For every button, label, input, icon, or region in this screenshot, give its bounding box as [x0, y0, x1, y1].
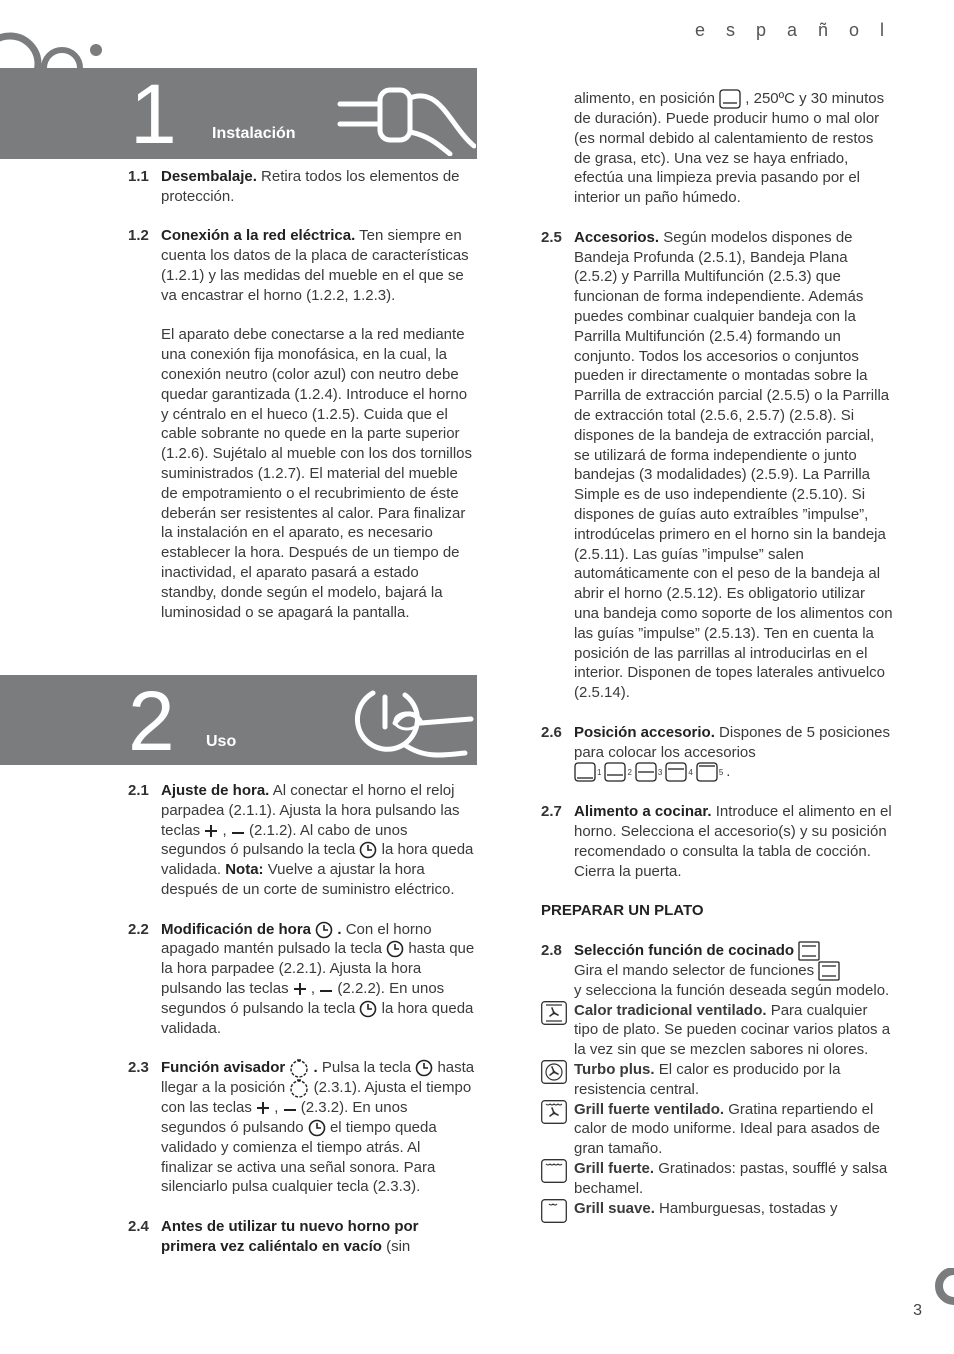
item-text: Al conectar el horno el reloj parpadea (2.1.1). Ajusta la hora pulsando las teclas [161, 782, 460, 839]
section-title: Uso [206, 733, 237, 750]
function-text: Gratinados: pastas, soufflé y salsa bechamel. [574, 1159, 888, 1197]
function-title: Grill suave. [574, 1199, 655, 1217]
item-title: Posición accesorio. [574, 723, 715, 741]
clock-icon [359, 1000, 377, 1018]
item-title: Antes de utilizar tu nuevo horno por primera vez caliéntalo en vacío [161, 1218, 419, 1255]
position-number: 1 [597, 767, 602, 777]
function-text: Gratina repartiendo el calor de modo uniforme. Ideal para asados de gran tamaño. [574, 1100, 881, 1158]
item-text: (2.1.2). Al cabo de unos segundos ó pulsando la tecla [161, 821, 408, 859]
function-grill-soft [541, 1199, 893, 1219]
position-number: 4 [688, 767, 693, 777]
item-text: Dispones de 5 posiciones para colocar los accesorios [574, 723, 890, 761]
plug-icon [330, 76, 476, 156]
item-number: 2.4 [128, 1218, 149, 1235]
left-column-installation [128, 167, 476, 622]
item-2-7 [541, 802, 893, 881]
item-2-4 [128, 1217, 476, 1257]
rack-position-icon [696, 762, 718, 782]
function-title: Calor tradicional ventilado. [574, 1001, 767, 1019]
item-2-8 [541, 941, 893, 1001]
item-2-4-continued [541, 89, 893, 208]
item-number: 2.2 [128, 920, 149, 938]
item-title: Selección función de cocinado [574, 941, 795, 959]
item-title: Alimento a cocinar. [574, 803, 712, 821]
item-text: la hora queda validada. [161, 841, 474, 879]
item-text: , [306, 979, 320, 997]
item-text: alimento, en posición [574, 90, 720, 107]
item-text: hasta llegar a la posición [161, 1059, 475, 1097]
item-text: Con el horno apagado mantén pulsado la tecla [161, 920, 432, 958]
function-title: Turbo plus. [574, 1060, 655, 1078]
function-title: Grill fuerte ventilado. [574, 1100, 725, 1118]
function-fan-heat [541, 1001, 893, 1060]
item-title: Conexión a la red eléctrica. [161, 227, 356, 245]
section-number: 1 [130, 67, 177, 161]
function-selector-icon [818, 961, 840, 981]
finger-power-button-icon [345, 683, 475, 763]
item-text: hasta que la hora parpadee (2.2.1). Ajusta la hora pulsando las teclas [161, 940, 475, 997]
function-turbo-plus [541, 1060, 893, 1100]
minus-icon [319, 982, 333, 996]
section-banner-use [0, 674, 477, 768]
turbo-fan-icon [541, 1060, 567, 1084]
item-2-1 [128, 781, 476, 900]
item-text: Ten siempre en cuenta los datos de la placa de características (1.2.1) y las medidas del mueble en el que se va encastrar el horno (1.2.2, 1.2.3). [161, 227, 469, 304]
clock-icon [415, 1059, 433, 1077]
item-text: (2.3.2). En unos segundos ó pulsando [161, 1099, 408, 1137]
item-2-3 [128, 1058, 476, 1197]
page-number: 3 [913, 1302, 922, 1319]
item-text: Según modelos dispones de Bandeja Profunda (2.5.1), Bandeja Plana (2.5.2) y Parrilla Multifunción (2.5.3) que funcionan de forma independiente. Además puedes combinar cualquier bandeja con la Parrilla Multifunción (2.5.4) formando un conjunto. Todos los accesorios o conjuntos pueden ir directamente o montadas sobre la Parrilla de extracción parcial (2.5.5) o la Parrilla de extracción total (2.5.6, 2.5.7) (2.5.8). Si dispones de la bandeja de extracción parcial, se utilizará de forma independiente o junto bandejas (3 modalidades) (2.5.9). La Parrilla Simple es de uso independiente (2.5.10). Si dispones de guías auto extraíbles ”impulse”, introdúcelas primero en el horno sin la bandeja (2.5.11). Las guías ”impulse” salen automáticamente con el peso de la bandeja al abrir el horno (2.5.12). Es obligatorio utilizar una bandeja como soporte de los alimentos con las guías ”impulse” (2.5.13). Ten en cuenta la posición de las parrillas al introducirlas en el interior. Disponen de topes laterales antivuelco (2.5.14). [574, 228, 893, 702]
item-text: Retira todos los elementos de protección. [161, 168, 460, 205]
position-number: 3 [657, 767, 663, 777]
item-title: Función avisador [161, 1059, 286, 1077]
item-2-6 [541, 723, 893, 783]
item-number: 2.8 [541, 941, 562, 959]
item-text: (sin [381, 1237, 411, 1255]
item-text: , [218, 821, 231, 839]
decorative-circles-graphic [0, 22, 110, 72]
item-title: . [333, 920, 342, 938]
rack-positions [574, 762, 893, 782]
right-column [541, 89, 893, 1218]
position-number: 5 [718, 767, 724, 777]
clock-icon [308, 1119, 326, 1137]
function-text: Para cualquier tipo de plato. Se pueden cocinar varios platos a la vez sin que se mezclen sabores ni olores. [574, 1001, 891, 1059]
item-number: 2.5 [541, 228, 562, 246]
item-text: (2.3.1). Ajusta el tiempo con las teclas [161, 1079, 472, 1117]
section-number: 2 [128, 674, 175, 768]
item-text: , 250ºC y 30 minutos de duración). Puede producir humo o mal olor (es normal debido al calentamiento de restos de grasa, etc). Una vez se haya enfriado, efectúa una limpieza previa pasando por el interior un paño húmedo. [574, 90, 885, 207]
item-text: la hora queda validada. [161, 999, 474, 1037]
rack-position-icon [604, 762, 626, 782]
section-title: Instalación [212, 125, 296, 142]
function-text: El calor es producido por la resistencia central. [574, 1060, 841, 1098]
item-text: y selecciona la función deseada según modelo. [574, 981, 890, 999]
item-text: Vuelve a ajustar la hora después de un corte de suministro eléctrico. [161, 861, 455, 898]
item-number: 1.1 [128, 168, 149, 185]
section-banner-installation [0, 68, 477, 159]
plus-icon [256, 1101, 270, 1115]
plus-icon [293, 982, 307, 996]
item-number: 2.3 [128, 1059, 149, 1077]
minus-icon [283, 1101, 297, 1115]
grill-strong-icon [541, 1159, 567, 1183]
rack-position-icon [665, 762, 687, 782]
item-number: 1.2 [128, 227, 149, 245]
item-title: Desembalaje. [161, 168, 257, 185]
oven-position-icon [719, 89, 741, 109]
item-1-1 [128, 167, 476, 207]
item-title: Accesorios. [574, 228, 660, 246]
grill-soft-icon [541, 1199, 567, 1223]
item-text: , [270, 1099, 283, 1117]
item-number: 2.1 [128, 782, 149, 799]
item-text: Pulsa la tecla [317, 1059, 416, 1077]
item-title: Ajuste de hora. [161, 782, 270, 799]
item-paragraph: El aparato debe conectarse a la red mediante una conexión fija monofásica, en la cual, la conexión neutro (color azul) con neutro debe quedar garantizada (1.2.4). Introduce el horno y céntralo en el hueco (1.2.5). Cuida que el cable sobrante no quede en la parte superior (1.2.6). Sujétalo al mueble con los dos tornillos suministrados (1.2.7). El material del mueble de empotramiento o el recubrimiento de éste deberán ser resistentes al calor. Para finalizar la instalación en el aparato, es necesario establecer la hora. Después de un tiempo de inactividad, el aparato pasará a estado standby, donde según el modelo, bajará la luminosidad o se apagará la pantalla. [161, 326, 473, 621]
function-grill-strong [541, 1159, 893, 1199]
function-grill-fan [541, 1100, 893, 1159]
clock-icon [359, 841, 377, 859]
item-number: 2.6 [541, 723, 562, 741]
function-title: Grill fuerte. [574, 1159, 655, 1177]
item-text: el tiempo queda validado y comienza el tiempo atrás. Al finalizar se activa una señal sonora. Para silenciarlo pulsa cualquier tecla (2.3.3). [161, 1119, 437, 1196]
item-text: . [726, 763, 731, 781]
item-number: 2.7 [541, 803, 562, 821]
decorative-circle-graphic [922, 1268, 954, 1308]
clock-icon [315, 921, 333, 939]
item-title: . [309, 1059, 318, 1077]
rack-position-icon [574, 762, 596, 782]
language-label: e s p a ñ o l [694, 20, 892, 40]
timer-alarm-icon [289, 1078, 309, 1098]
item-2-2 [128, 920, 476, 1039]
item-text: Introduce el alimento en el horno. Selecciona el accesorio(s) y su posición recomendado o consulta la tabla de cocción. Cierra la puerta. [574, 803, 892, 880]
item-text: Gira el mando selector de funciones [574, 961, 819, 979]
note-label: Nota: [225, 861, 264, 879]
item-title: Modificación de hora [161, 920, 312, 938]
plus-icon [204, 824, 218, 838]
clock-icon [386, 940, 404, 958]
section-heading: PREPARAR UN PLATO [541, 902, 704, 920]
position-number: 2 [627, 767, 632, 777]
item-1-2 [128, 226, 476, 622]
item-text: (2.2.2). En unos segundos ó pulsando la tecla [161, 979, 445, 1017]
timer-alarm-icon [289, 1058, 309, 1078]
rack-position-icon [635, 762, 657, 782]
left-column-use [128, 781, 476, 1257]
item-2-5 [541, 228, 893, 703]
grill-fan-icon [541, 1100, 567, 1124]
function-text: Hamburguesas, tostadas y [654, 1199, 838, 1217]
fan-heat-icon [541, 1001, 567, 1025]
minus-icon [231, 824, 245, 838]
function-selector-icon [798, 941, 820, 961]
